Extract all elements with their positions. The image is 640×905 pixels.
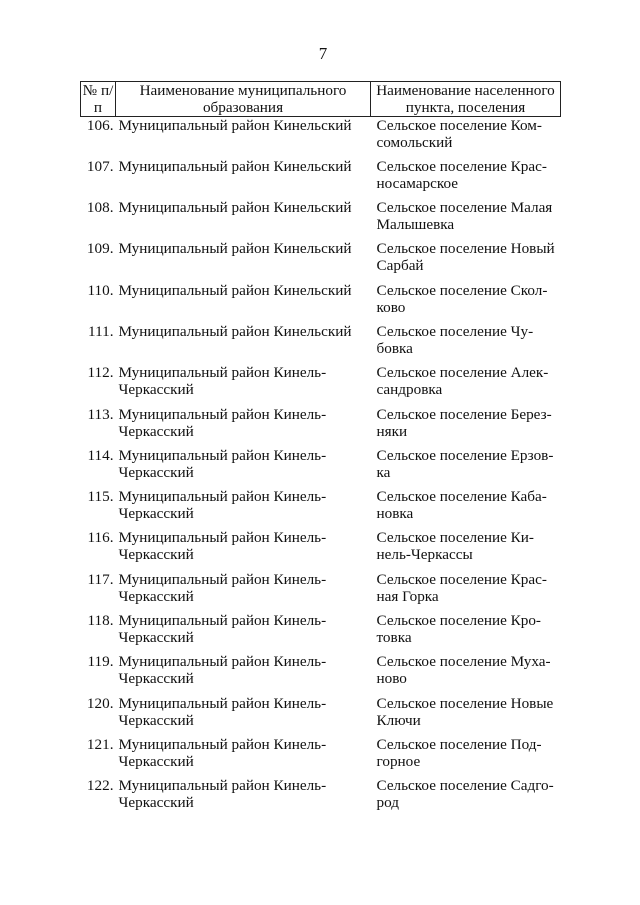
row-number: 114. xyxy=(87,446,114,464)
table-row xyxy=(81,736,561,777)
table-row xyxy=(81,571,561,612)
table-row xyxy=(81,695,561,736)
row-municipality: Муниципальный район Кинельский xyxy=(118,117,352,134)
row-number: 119. xyxy=(87,653,114,671)
row-number: 112. xyxy=(87,364,114,382)
header-row xyxy=(81,82,561,117)
row-settlement: Сельское поселение Новые Ключи xyxy=(376,694,554,729)
row-municipality: Муниципальный район Кинельский xyxy=(118,240,352,258)
table-row xyxy=(81,282,561,323)
row-settlement: Сельское поселение Под-горное xyxy=(376,735,542,770)
row-number: 120. xyxy=(86,694,114,712)
row-number: 116. xyxy=(87,529,114,547)
header-municipality: Наименование муниципального образования xyxy=(116,82,371,117)
row-settlement: Сельское поселение Малая Малышевка xyxy=(376,199,553,234)
row-settlement: Сельское поселение Крас-ная Горка xyxy=(376,570,547,605)
row-municipality: Муниципальный район Кинельский xyxy=(118,157,352,175)
row-municipality: Муниципальный район Кинель-Черкасский xyxy=(118,405,327,440)
settlements-table xyxy=(80,81,561,819)
table-row xyxy=(81,117,561,158)
row-municipality: Муниципальный район Кинель-Черкасский xyxy=(118,570,327,605)
row-municipality: Муниципальный район Кинель-Черкасский xyxy=(118,446,327,481)
row-settlement: Сельское поселение Садго-род xyxy=(376,777,554,812)
row-settlement: Сельское поселение Скол-ково xyxy=(376,281,548,316)
table-header xyxy=(81,82,561,117)
row-municipality: Муниципальный район Кинель-Черкасский xyxy=(118,777,327,812)
row-number: 106. xyxy=(86,117,114,134)
row-municipality: Муниципальный район Кинельский xyxy=(118,281,352,299)
row-number: 109. xyxy=(86,240,114,258)
row-municipality: Муниципальный район Кинель-Черкасский xyxy=(118,529,327,564)
table-row xyxy=(81,653,561,694)
row-municipality: Муниципальный район Кинель-Черкасский xyxy=(118,612,327,647)
row-number: 113. xyxy=(87,405,114,423)
page-number: 7 xyxy=(318,44,328,63)
table-row xyxy=(81,488,561,529)
row-settlement: Сельское поселение Кро-товка xyxy=(376,612,541,647)
row-settlement: Сельское поселение Муха-ново xyxy=(376,653,551,688)
table-row xyxy=(81,158,561,199)
table-row xyxy=(81,364,561,405)
table-row xyxy=(81,529,561,570)
row-number: 117. xyxy=(87,570,114,588)
header-number: № п/п xyxy=(81,82,116,117)
table-row xyxy=(81,199,561,240)
table-row xyxy=(81,406,561,447)
row-settlement: Сельское поселение Крас-носамарское xyxy=(376,157,547,192)
row-municipality: Муниципальный район Кинель-Черкасский xyxy=(118,364,327,399)
row-municipality: Муниципальный район Кинельский xyxy=(118,199,352,217)
row-settlement: Сельское поселение Алек-сандровка xyxy=(376,364,549,399)
row-settlement: Сельское поселение Берез-няки xyxy=(376,405,552,440)
row-municipality: Муниципальный район Кинель-Черкасский xyxy=(118,488,327,523)
row-municipality: Муниципальный район Кинель-Черкасский xyxy=(118,653,327,688)
row-settlement: Сельское поселение Ки-нель-Черкассы xyxy=(376,529,534,564)
table-row xyxy=(81,777,561,818)
row-municipality: Муниципальный район Кинельский xyxy=(118,322,352,340)
row-municipality: Муниципальный район Кинель-Черкасский xyxy=(118,735,327,770)
row-municipality: Муниципальный район Кинель-Черкасский xyxy=(118,694,327,729)
row-settlement: Сельское поселение Каба-новка xyxy=(376,488,547,523)
row-settlement: Сельское поселение Ком-сомольский xyxy=(376,117,542,151)
row-number: 115. xyxy=(87,488,114,506)
row-settlement: Сельское поселение Ерзов-ка xyxy=(376,446,554,481)
row-number: 111. xyxy=(88,322,114,340)
row-settlement: Сельское поселение Новый Сарбай xyxy=(376,240,555,275)
table-row xyxy=(81,240,561,281)
row-number: 108. xyxy=(86,199,114,217)
row-number: 121. xyxy=(86,735,114,753)
row-number: 118. xyxy=(87,612,114,630)
table-body xyxy=(81,117,561,819)
table-row xyxy=(81,447,561,488)
table-row xyxy=(81,323,561,364)
header-settlement: Наименование населенного пункта, поселения xyxy=(371,82,561,117)
row-settlement: Сельское поселение Чу-бовка xyxy=(376,322,534,357)
row-number: 107. xyxy=(86,157,114,175)
row-number: 110. xyxy=(87,281,114,299)
row-number: 122. xyxy=(86,777,114,795)
table-row xyxy=(81,612,561,653)
